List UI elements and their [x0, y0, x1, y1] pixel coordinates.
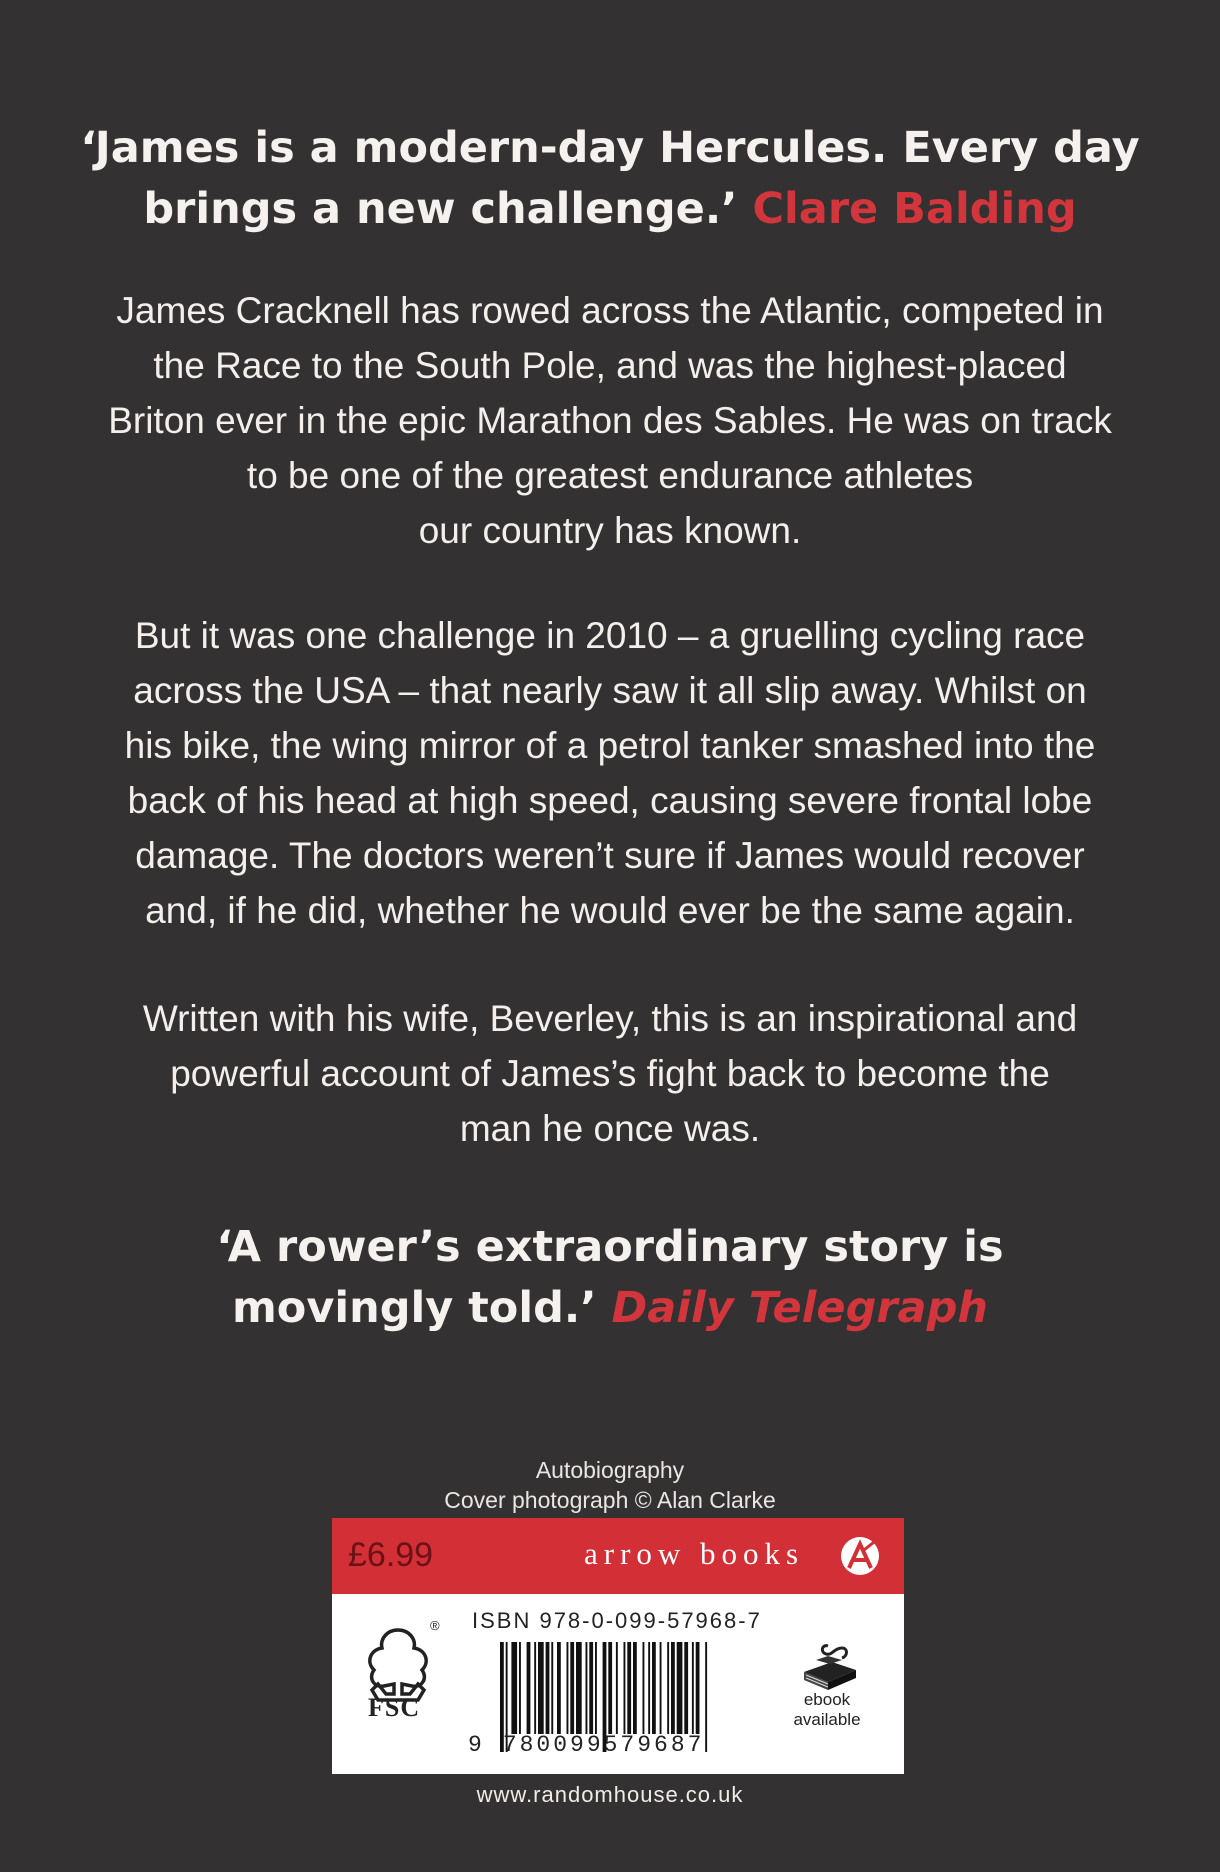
blurb-line: powerful account of James’s fight back to become the — [170, 1053, 1050, 1094]
fsc-registered-mark: ® — [430, 1618, 440, 1633]
blurb-line: the Race to the South Pole, and was the highest-placed — [153, 345, 1067, 386]
blurb-paragraph-2 — [0, 608, 1220, 938]
blurb-line: back of his head at high speed, causing severe frontal lobe — [127, 780, 1093, 821]
isbn-text: ISBN 978-0-099-57968-7 — [472, 1608, 762, 1633]
blurb-line: man he once was. — [459, 1108, 761, 1149]
blurb-line: But it was one challenge in 2010 – a gruelling cycling race — [134, 615, 1086, 656]
price: £6.99 — [348, 1536, 434, 1574]
bottom-quote-text: movingly told.’ — [232, 1283, 597, 1333]
top-quote-line-2 — [0, 179, 1220, 240]
ebook-available-label — [772, 1690, 882, 1730]
barcode-digits — [468, 1732, 704, 1758]
blurb-line: damage. The doctors weren’t sure if James would recover — [135, 835, 1085, 876]
top-review-quote — [0, 118, 1220, 240]
top-quote-attribution: Clare Balding — [752, 184, 1077, 234]
price-barcode-sticker — [332, 1518, 904, 1774]
blurb-line: Briton ever in the epic Marathon des Sables. He was on track — [108, 400, 1112, 441]
top-quote-text: brings a new challenge.’ — [143, 184, 738, 234]
top-quote-line-1: ‘James is a modern-day Hercules. Every day — [80, 123, 1140, 173]
barcode-number: 780099579687 — [502, 1732, 705, 1758]
blurb-paragraph-3 — [0, 991, 1220, 1156]
blurb-line: across the USA – that nearly saw it all slip away. Whilst on — [133, 670, 1087, 711]
credits — [0, 1455, 1220, 1515]
blurb-line: his bike, the wing mirror of a petrol tanker smashed into the — [124, 725, 1096, 766]
publisher-band — [332, 1518, 904, 1594]
bottom-quote-line-1: ‘A rower’s extraordinary story is — [216, 1222, 1004, 1272]
blurb-line: James Cracknell has rowed across the Atlantic, competed in — [116, 290, 1104, 331]
arrow-books-logo-icon — [840, 1536, 880, 1576]
blurb-line: to be one of the greatest endurance athletes — [246, 455, 974, 496]
fsc-label: FSC — [368, 1693, 421, 1722]
blurb-paragraph-1 — [0, 283, 1220, 558]
ebook-line-2: available — [793, 1710, 861, 1729]
genre-label: Autobiography — [535, 1457, 685, 1483]
ebook-line-1: ebook — [803, 1690, 851, 1709]
blurb-line: Written with his wife, Beverley, this is an inspirational and — [142, 998, 1078, 1039]
bottom-review-quote — [0, 1217, 1220, 1339]
photo-credit: Cover photograph © Alan Clarke — [444, 1487, 776, 1513]
publisher-name: arrow books — [584, 1536, 805, 1571]
blurb-line: and, if he did, whether he would ever be the same again. — [145, 890, 1075, 931]
bottom-quote-line-2 — [0, 1278, 1220, 1339]
ebook-book-icon — [798, 1638, 862, 1694]
barcode-first-digit: 9 — [468, 1732, 485, 1758]
bottom-quote-attribution: Daily Telegraph — [611, 1283, 988, 1333]
blurb-line: our country has known. — [418, 510, 802, 551]
publisher-website[interactable]: www.randomhouse.co.uk — [476, 1782, 744, 1807]
